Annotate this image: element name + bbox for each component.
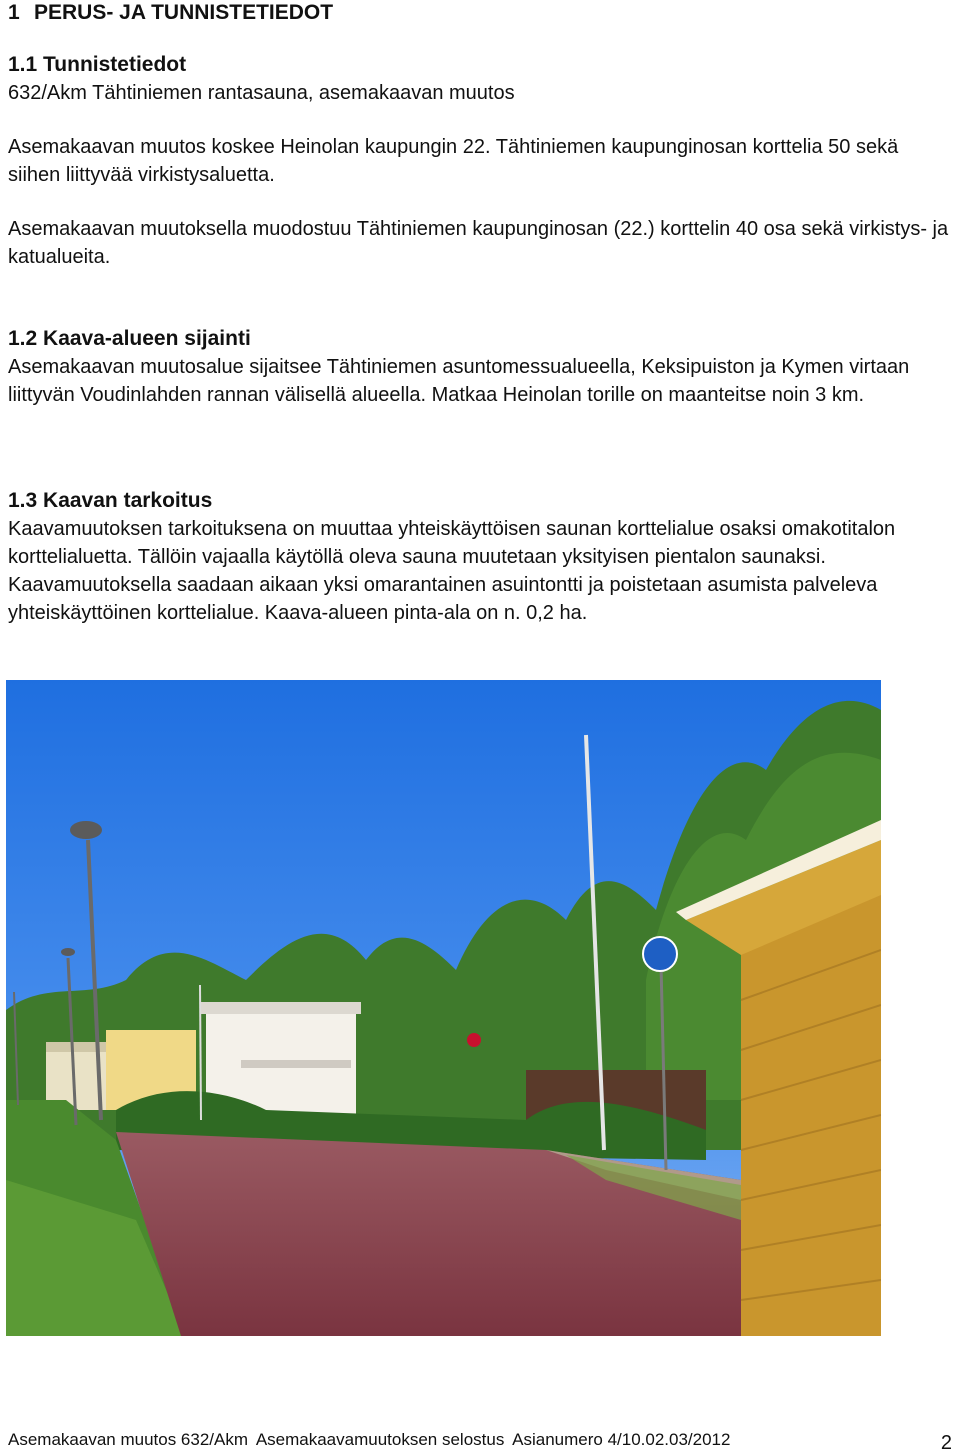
main-heading: [8, 0, 333, 26]
section-heading-1-1: 1.1 Tunnistetiedot: [8, 53, 187, 76]
footer-document-title: Asemakaavamuutoksen selostus: [255, 1430, 505, 1449]
paragraph-1-1-a: Asemakaavan muutos koskee Heinolan kaupungin 22. Tähtiniemen kaupunginosan korttelia 50 sekä siihen liittyvää virkistysaluetta.: [8, 136, 899, 186]
paragraph-1-2: Asemakaavan muutosalue sijaitsee Tähtiniemen asuntomessualueella, Keksipuiston ja Kymen virtaan liittyvän Voudinlahden rannan välisellä alueella. Matkaa Heinolan torille on maanteitse noin 3 km.: [8, 356, 910, 406]
paragraph-1-1-b: Asemakaavan muutoksella muodostuu Tähtiniemen kaupunginosan (22.) korttelin 40 osa sekä virkistys- ja katualueita.: [8, 218, 949, 268]
paragraph-1-3: Kaavamuutoksen tarkoituksena on muuttaa yhteiskäyttöisen saunan korttelialue osaksi omakotitalon korttelialuetta. Tällöin vajaalla käytöllä oleva sauna muutetaan yksityisen pientalon saunaksi. Kaavamuutoksella saadaan aikaan yksi omarantainen asuintontti ja poistetaan asumista palveleva yhteiskäyttöinen korttelialue. Kaava-alueen pinta-ala on n. 0,2 ha.: [8, 518, 896, 624]
site-photo: [6, 680, 881, 1336]
footer-plan-name: Asemakaavan muutos 632/Akm: [8, 1430, 249, 1449]
identification-line: 632/Akm Tähtiniemen rantasauna, asemakaavan muutos: [8, 82, 515, 104]
footer-case-number: Asianumero 4/10.02.03/2012: [512, 1430, 731, 1449]
heading-title: PERUS- JA TUNNISTETIEDOT: [34, 1, 334, 24]
section-heading-1-3: 1.3 Kaavan tarkoitus: [8, 489, 213, 512]
page-footer: [8, 1430, 734, 1450]
heading-number: 1: [8, 1, 20, 24]
page-number: 2: [940, 1432, 952, 1454]
section-heading-1-2: 1.2 Kaava-alueen sijainti: [8, 327, 251, 350]
